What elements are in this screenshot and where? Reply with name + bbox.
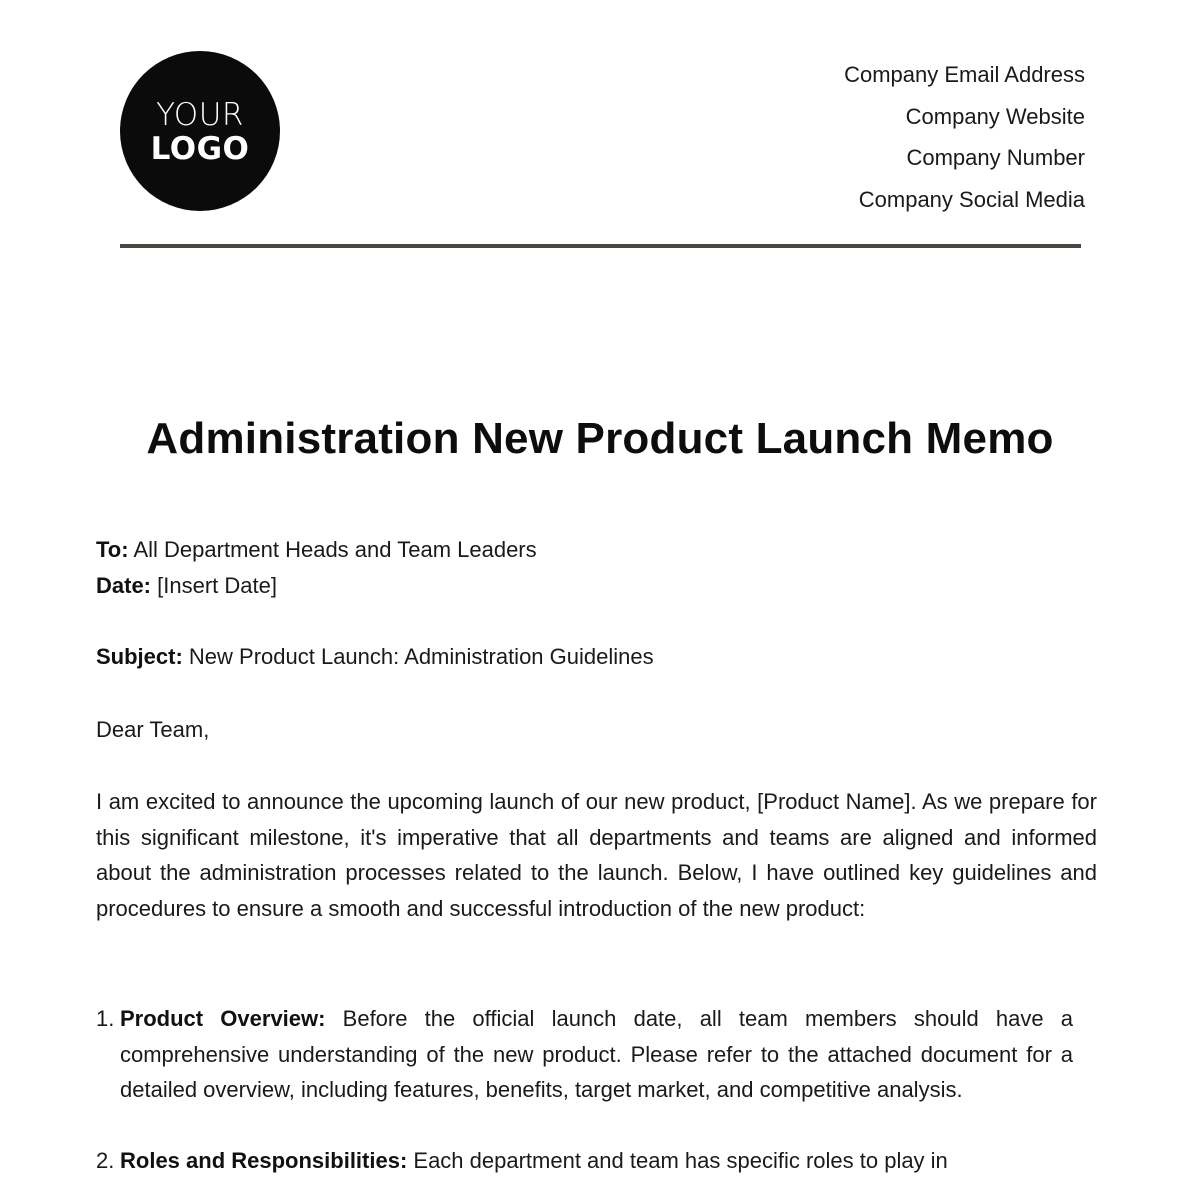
date-line	[96, 568, 1097, 604]
date-label: Date:	[96, 572, 152, 598]
list-item	[96, 1001, 1073, 1108]
greeting: Dear Team,	[96, 717, 210, 742]
list-item	[96, 1143, 1073, 1179]
logo-line-1: YOUR	[156, 96, 244, 133]
guideline-list	[96, 1001, 1073, 1198]
to-value: All Department Heads and Team Leaders	[128, 537, 537, 562]
memo-meta	[96, 532, 1097, 603]
list-item-text: Before the official launch date, all team members should have a comprehensive understanding of the new product. Please refer to the attached document for a detailed overview, including features, benefits, target market, and competitive analysis.	[120, 1006, 1074, 1102]
company-social-media: Company Social Media	[858, 187, 1085, 213]
list-item-number: 2.	[96, 1147, 115, 1173]
company-contact-block	[844, 54, 1085, 221]
subject-value: New Product Launch: Administration Guidelines	[182, 644, 654, 669]
page-title: Administration New Product Launch Memo	[146, 414, 1054, 463]
list-item-number: 1.	[96, 1006, 115, 1031]
logo-line-2: LOGO	[150, 130, 250, 167]
to-line	[96, 532, 1097, 568]
company-logo	[120, 51, 280, 211]
intro-paragraph: I am excited to announce the upcoming launch of our new product, [Product Name]. As we prepare for this significant milestone, it's imperative that all departments and teams are aligned and informed about the administration processes related to the launch. Below, I have outlined key guidelines and procedures to ensure a smooth and successful introduction of the new product:	[96, 789, 1097, 921]
to-label: To:	[96, 537, 129, 562]
company-number: Company Number	[906, 145, 1085, 171]
list-item-text: Each department and team has specific roles to play in	[407, 1147, 948, 1173]
date-value: [Insert Date]	[151, 572, 277, 598]
company-email: Company Email Address	[844, 62, 1085, 87]
header-divider	[120, 244, 1081, 248]
list-item-heading: Roles and Responsibilities:	[120, 1147, 408, 1173]
subject-line	[96, 639, 1097, 675]
company-website: Company Website	[905, 103, 1085, 129]
subject-label: Subject:	[96, 644, 183, 669]
list-item-heading: Product Overview:	[120, 1006, 326, 1031]
